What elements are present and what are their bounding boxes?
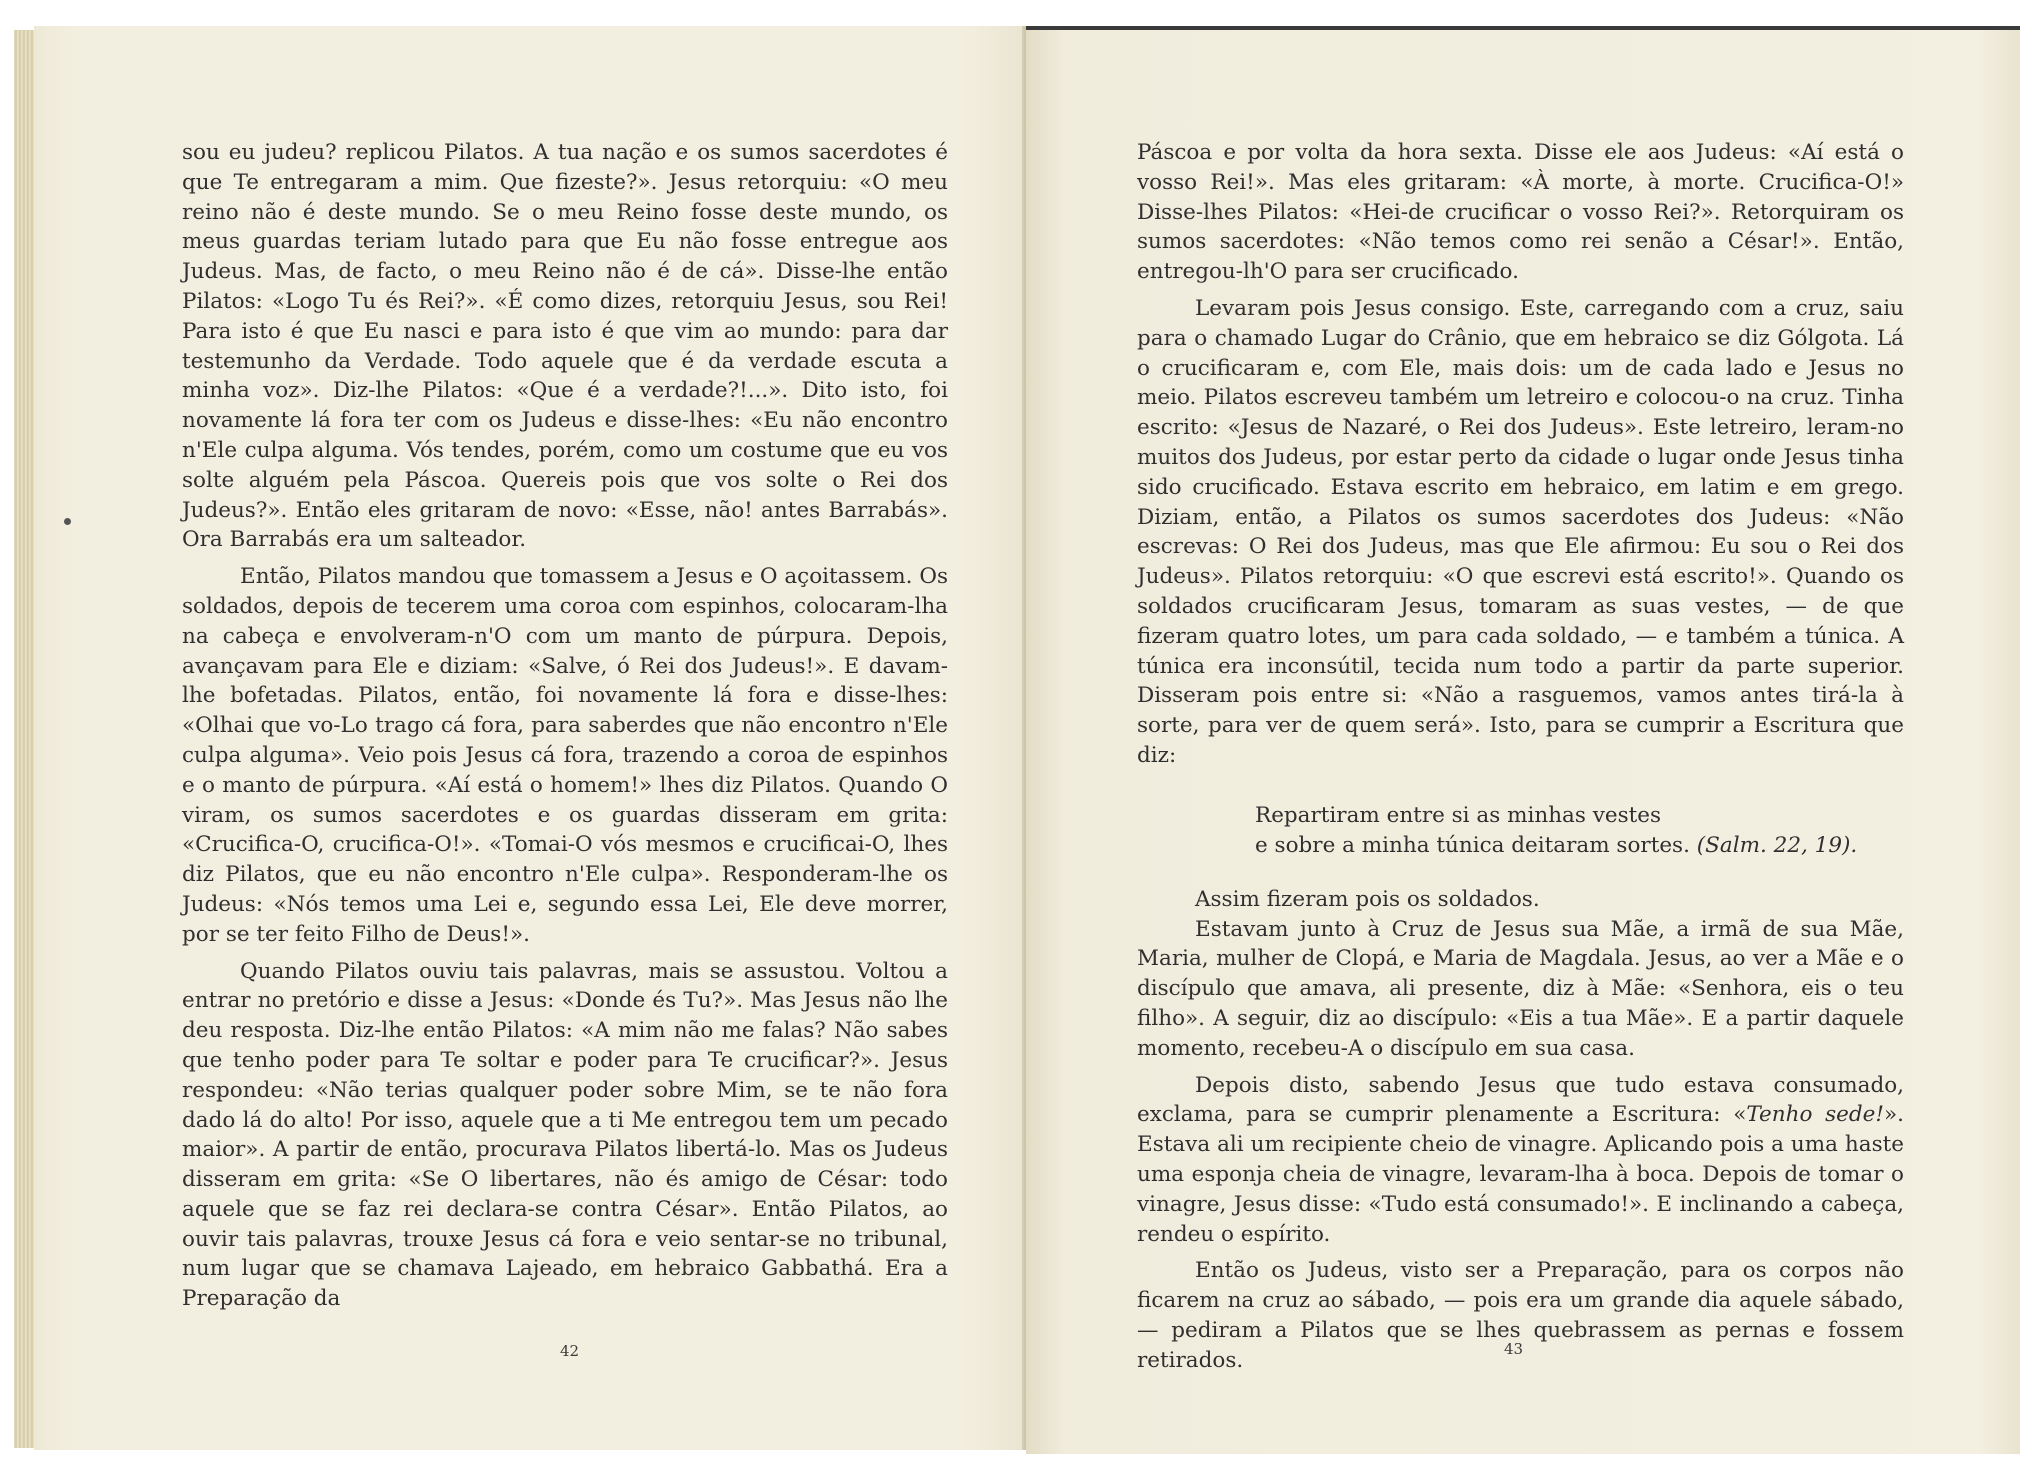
- right-page: [1026, 26, 2020, 1454]
- ink-speck: [64, 518, 71, 525]
- page-edges: [14, 30, 36, 1448]
- paragraph: Páscoa e por volta da hora sexta. Disse ele aos Judeus: «Aí está o vosso Rei!». Mas eles gritaram: «À morte, à morte. Crucifica-O!» Disse-lhes Pilatos: «Hei-de crucificar o vosso Rei?». Retorquiram os sumos sacerdotes: «Não temos como rei senão a César!». Então, entregou-lh'O para ser crucificado.: [1137, 140, 1904, 285]
- paragraph: sou eu judeu? replicou Pilatos. A tua nação e os sumos sacerdotes é que Te entregaram a mim. Que fizeste?». Jesus retorquiu: «O meu reino não é deste mundo. Se o meu Reino fosse deste mundo, os meus guardas teriam lutado para que Eu não fosse entregue aos Judeus. Mas, de facto, o meu Reino não é de cá». Disse-lhe então Pilatos: «Logo Tu és Rei?». «É como dizes, retorquiu Jesus, sou Rei! Para isto é que Eu nasci e para isto é que vim ao mundo: para dar testemunho da Verdade. Todo aquele que é da verdade escuta a minha voz». Diz-lhe Pilatos: «Que é a verdade?!...». Dito isto, foi novamente lá fora ter com os Judeus e disse-lhes: «Eu não encontro n'Ele culpa alguma. Vós tendes, porém, como um costume que eu vos solte alguém pela Páscoa. Quereis pois que vos solte o Rei dos Judeus?». Então eles gritaram de novo: «Esse, não! antes Barrabás». Ora Barrabás era um salteador.: [182, 140, 948, 553]
- open-book: [14, 26, 2020, 1450]
- verse-line: Repartiram entre si as minhas vestes: [1255, 802, 1662, 828]
- paragraph: Assim fizeram pois os soldados.: [1195, 886, 1540, 912]
- psalm-quotation: [1255, 801, 1904, 861]
- paragraph: Depois disto, sabendo Jesus que tudo estava consumado, exclama, para se cumprir plenamente a Escritura: «Tenho sede!». Estava ali um recipiente cheio de vinagre. Aplicando pois a uma haste uma esponja cheia de vinagre, levaram-lha à boca. Depois de tomar o vinagre, Jesus disse: «Tudo está consumado!». E inclinando a cabeça, rendeu o espírito.: [1137, 1072, 1904, 1247]
- page-number: 43: [1504, 1340, 1524, 1358]
- paragraph: Quando Pilatos ouviu tais palavras, mais se assustou. Voltou a entrar no pretório e disse a Jesus: «Donde és Tu?». Mas Jesus não lhe deu resposta. Diz-lhe então Pilatos: «A mim não me falas? Não sabes que tenho poder para Te soltar e poder para Te crucificar?». Jesus respondeu: «Não terias qualquer poder sobre Mim, se te não fora dado lá do alto! Por isso, aquele que a ti Me entregou tem um pecado maior». A partir de então, procurava Pilatos libertá-lo. Mas os Judeus disseram em grita: «Se O libertares, não és amigo de César: todo aquele que se faz rei declara-se contra César». Então Pilatos, ao ouvir tais palavras, trouxe Jesus cá fora e veio sentar-se no tribunal, num lugar que se chamava Lajeado, em hebraico Gabbathá. Era a Preparação da: [182, 958, 948, 1312]
- verse-line: e sobre a minha túnica deitaram sortes. (Salm. 22, 19).: [1255, 832, 1858, 858]
- left-page: [34, 26, 1044, 1450]
- paragraph: Então os Judeus, visto ser a Preparação, para os corpos não ficarem na cruz ao sábado, — pois era um grande dia aquele sábado, — pediram a Pilatos que se lhes quebrassem as pernas e fossem retirados.: [1137, 1258, 1904, 1373]
- left-text-column: [182, 138, 948, 1321]
- page-number: 42: [560, 1342, 580, 1360]
- right-text-column: [1137, 138, 1904, 1382]
- verse-reference: (Salm. 22, 19).: [1696, 832, 1858, 858]
- paragraph: Então, Pilatos mandou que tomassem a Jesus e O açoitassem. Os soldados, depois de tecerem uma coroa com espinhos, colocaram-lha na cabeça e envolveram-n'O com um manto de púrpura. Depois, avançavam para Ele e diziam: «Salve, ó Rei dos Judeus!». E davam-lhe bofetadas. Pilatos, então, foi novamente lá fora e disse-lhes: «Olhai que vo-Lo trago cá fora, para saberdes que não encontro n'Ele culpa alguma». Veio pois Jesus cá fora, trazendo a coroa de espinhos e o manto de púrpura. «Aí está o homem!» lhes diz Pilatos. Quando O viram, os sumos sacerdotes e os guardas disseram em grita: «Crucifica-O, crucifica-O!». «Tomai-O vós mesmos e crucificai-O, lhes diz Pilatos, que eu não encontro n'Ele culpa». Responderam-lhe os Judeus: «Nós temos uma Lei e, segundo essa Lei, Ele deve morrer, por se ter feito Filho de Deus!».: [182, 564, 948, 947]
- paragraph: Levaram pois Jesus consigo. Este, carregando com a cruz, saiu para o chamado Lugar do Crânio, que em hebraico se diz Gólgota. Lá o crucificaram e, com Ele, mais dois: um de cada lado e Jesus no meio. Pilatos escreveu também um letreiro e colocou-o na cruz. Tinha escrito: «Jesus de Nazaré, o Rei dos Judeus». Este letreiro, leram-no muitos dos Judeus, por estar perto da cidade o lugar onde Jesus tinha sido crucificado. Estava escrito em hebraico, em latim e em grego. Diziam, então, a Pilatos os sumos sacerdotes dos Judeus: «Não escrevas: O Rei dos Judeus, mas que Ele afirmou: Eu sou o Rei dos Judeus». Pilatos retorquiu: «O que escrevi está escrito!». Quando os soldados crucificaram Jesus, tomaram as suas vestes, — de que fizeram quatro lotes, um para cada soldado, — e também a túnica. A túnica era inconsútil, tecida num todo a partir da parte superior. Disseram pois entre si: «Não a rasguemos, vamos antes tirá-la à sorte, para ver de quem será». Isto, para se cumprir a Escritura que diz:: [1137, 295, 1904, 768]
- paragraph: Estavam junto à Cruz de Jesus sua Mãe, a irmã de sua Mãe, Maria, mulher de Clopá, e Maria de Magdala. Jesus, ao ver a Mãe e o discípulo que amava, ali presente, diz à Mãe: «Senhora, eis o teu filho». A seguir, diz ao discípulo: «Eis a tua Mãe». E a partir daquele momento, recebeu-A o discípulo em sua casa.: [1137, 916, 1904, 1061]
